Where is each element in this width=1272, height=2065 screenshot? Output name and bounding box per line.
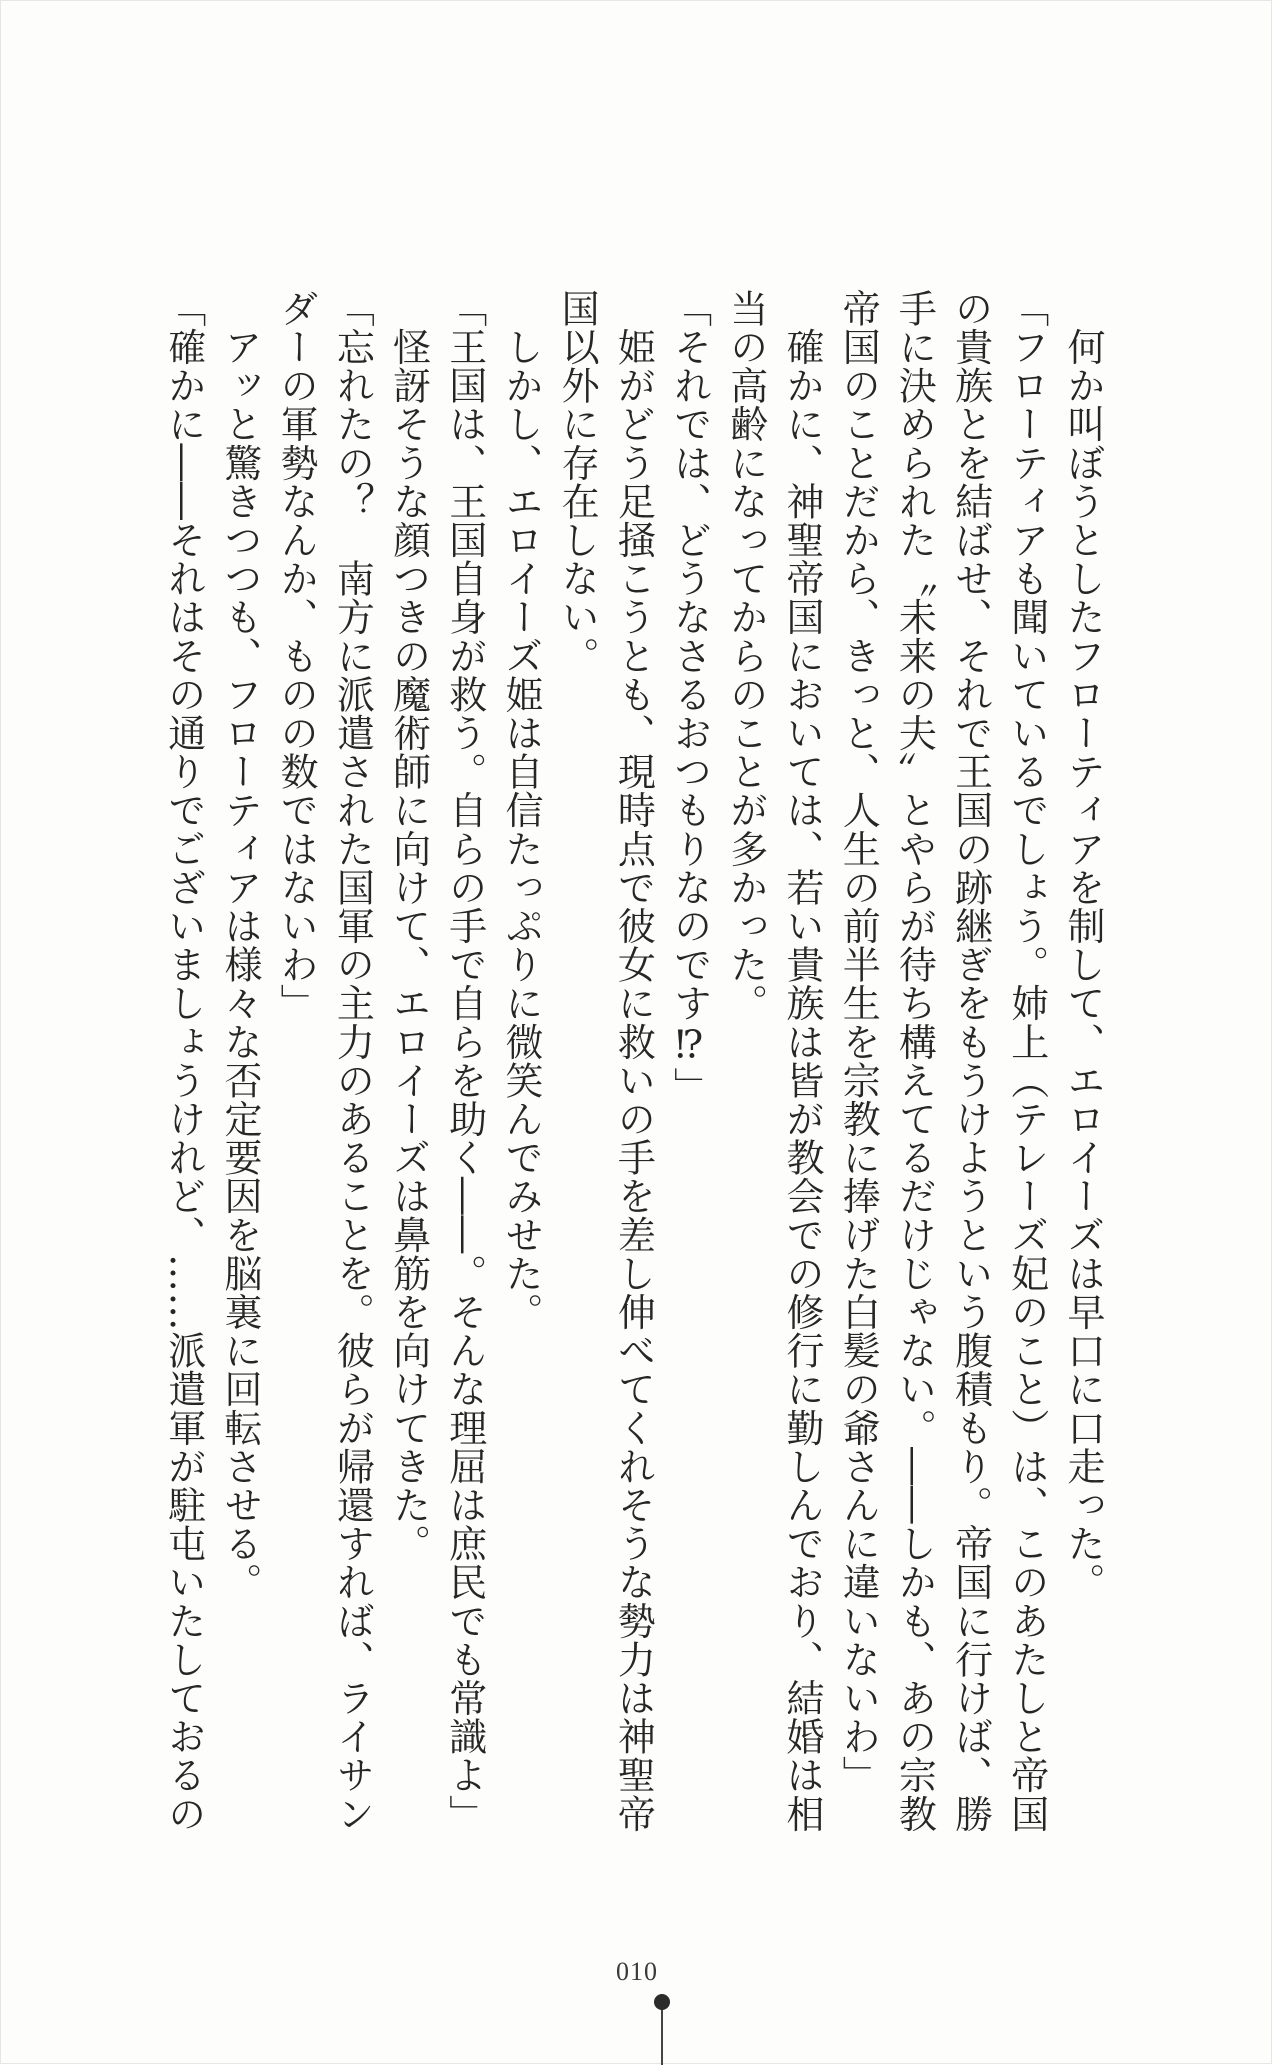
text-line: 「確かに――それはその通りでございましょうけれど、……派遣軍が駐屯いたしておるの xyxy=(161,289,206,1833)
page-marker-line xyxy=(661,2001,663,2065)
text-line: 「それでは、どうなさるおつもりなのです⁉」 xyxy=(667,289,712,1106)
page-marker-dot xyxy=(654,1994,670,2010)
text-line: の貴族とを結ばせ、それで王国の跡継ぎをもうけようという腹積もり。帝国に行けば、勝 xyxy=(948,289,993,1833)
text-line: 怪訝そうな顔つきの魔術師に向けて、エロイーズは鼻筋を向けてきた。 xyxy=(386,289,431,1563)
text-line: 「忘れたの？ 南方に派遣された国軍の主力のあることを。彼らが帰還すれば、ライサン xyxy=(330,289,375,1833)
text-line: 帝国のことだから、きっと、人生の前半生を宗教に捧げた白髪の爺さんに違いないわ」 xyxy=(836,289,881,1795)
text-line: 「王国は、王国自身が救う。自らの手で自らを助く――。そんな理屈は庶民でも常識よ」 xyxy=(442,289,487,1833)
text-line: 当の高齢になってからのことが多かった。 xyxy=(723,289,768,1023)
text-line: アッと驚きつつも、フローティアは様々な否定要因を脳裏に回転させる。 xyxy=(217,289,262,1602)
text-line: 確かに、神聖帝国においては、若い貴族は皆が教会での修行に勤しんでおり、結婚は相 xyxy=(779,289,824,1833)
text-line: 手に決められた〝未来の夫〟とやらが待ち構えてるだけじゃない。――しかも、あの宗教 xyxy=(892,289,937,1833)
vertical-text-body xyxy=(156,289,1111,1833)
text-line: 「フローティアも聞いているでしょう。姉上（テレーズ妃のこと）は、このあたしと帝国 xyxy=(1004,289,1049,1833)
text-line: しかし、エロイーズ姫は自信たっぷりに微笑んでみせた。 xyxy=(498,289,543,1332)
text-line: 姫がどう足掻こうとも、現時点で彼女に救いの手を差し伸べてくれそうな勢力は神聖帝 xyxy=(611,289,656,1833)
page-number: 010 xyxy=(616,1957,658,1986)
text-line: 国以外に存在しない。 xyxy=(555,289,600,675)
text-line: ダーの軍勢なんか、ものの数ではないわ」 xyxy=(274,289,319,1023)
text-line: 何か叫ぼうとしたフローティアを制して、エロイーズは早口に口走った。 xyxy=(1061,289,1105,1602)
